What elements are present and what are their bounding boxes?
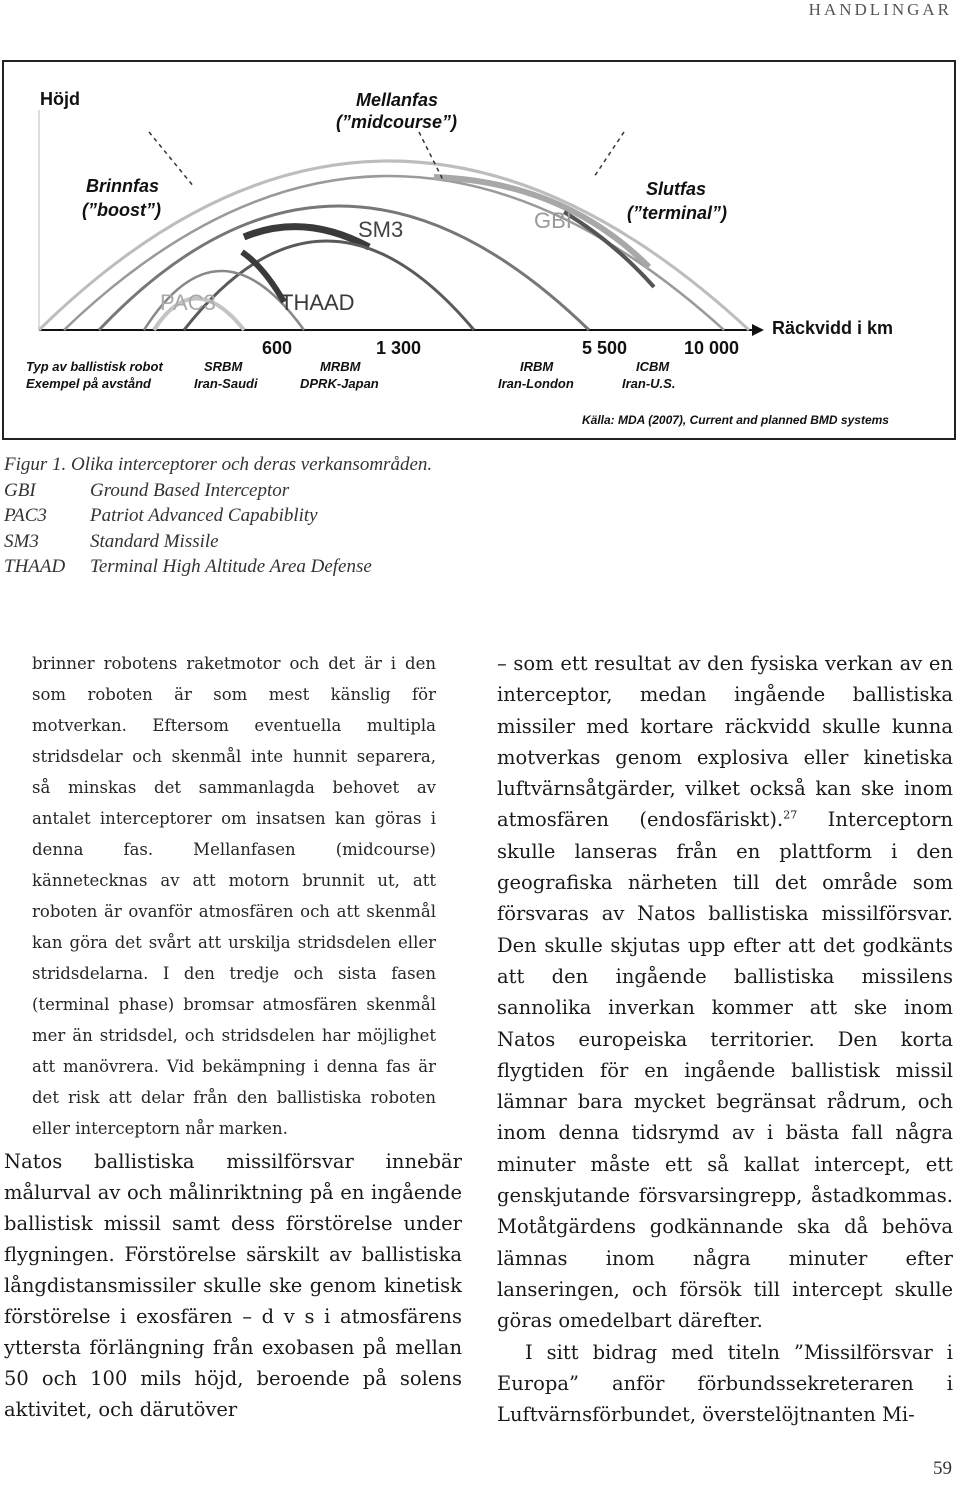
abbreviation-full: Ground Based Interceptor [90, 479, 290, 501]
body-paragraph-missilforsvar: I sitt bidrag med titeln ”Missilförsvar i Europa” anför förbundssekreteraren i Luftvärnsförbundet, överstelöjtnanten Mi- [497, 1340, 953, 1427]
missile-type-mrbm: MRBM [320, 359, 361, 374]
abbreviation-row [4, 554, 604, 580]
body-column-right [497, 648, 953, 1430]
sm3-label: SM3 [358, 217, 404, 242]
thaad-label: THAAD [280, 290, 355, 315]
abbreviation-row [4, 478, 604, 504]
paragraph-continuation: Interceptorn skulle lanseras från en plattform i den geografiska närheten till det område som försvaras av Natos ballistiska missilförsvar. Den skulle skjutas upp efter att det godkänts att den ingående ballistiska missilens sannolika inverkan kommer att ske inom Natos europeiska territorier. Den korta flygtiden för en ingående ballistisk missil lämnar bara mycket begränsat rådrum, och inom denna tidsrymd av i bästa fall några minuter måste ett så kallat intercept, ett genskjutande försvarsingrepp, åstadkommas. Motåtgärdens godkännande ska då behöva lämnas inom några minuter efter lanseringen, och försök till intercept skulle göras omedelbart därefter. [497, 808, 954, 1333]
figure-source: Källa: MDA (2007), Current and planned BMD systems [582, 413, 889, 427]
midcourse-label-1: Mellanfas [356, 90, 439, 110]
missile-example-irbm: Iran-London [498, 376, 574, 391]
abbreviation-full: Standard Missile [90, 530, 219, 552]
body-paragraph-interceptor [497, 648, 953, 1337]
footnote-marker: 27 [783, 808, 798, 822]
running-head: HANDLINGAR [808, 0, 952, 19]
body-paragraph-phases: brinner robotens raketmotor och det är i den som roboten är som mest känslig för motverkan. Eftersom eventuella multipla stridsdelar och skenmål inte hunnit separera, så minskas det sammanlagda behovet av antalet interceptorer om insatsen kan göras i denna fas. Mellanfasen (midcourse) kännetecknas av att motorn brunnit ut, att roboten är ovanför atmosfären och att skenmål kan göra det svårt att urskilja stridsdelen eller stridsdelarna. I den tredje och sista fasen (terminal phase) bromsar atmosfären skenmål mer än stridsdel, och stridsdelen har möjlighet att manövrera. Vid bekämpning i denna fas är det risk att delar från den ballistiska roboten eller interceptorn når marken. [32, 654, 436, 1138]
midcourse-label-2: (”midcourse”) [336, 112, 458, 132]
abbreviation-key: GBI [4, 479, 36, 501]
body-column-left-inset [32, 648, 436, 1144]
missile-example-icbm: Iran-U.S. [622, 376, 676, 391]
abbreviation-row [4, 503, 604, 529]
figure-interceptor-ranges [2, 60, 956, 440]
page-number: 59 [933, 1458, 952, 1479]
terminal-pointer [594, 132, 624, 177]
missile-type-icbm: ICBM [636, 359, 670, 374]
gbi-label: GBI [534, 208, 572, 233]
figure-caption [4, 452, 604, 580]
range-600: 600 [262, 338, 293, 358]
x-axis-arrow [752, 324, 764, 336]
missile-example-srbm: Iran-Saudi [194, 376, 258, 391]
range-1300: 1 300 [376, 338, 422, 358]
y-axis-label: Höjd [40, 89, 80, 109]
legend-type-label: Typ av ballistisk robot [26, 359, 163, 374]
body-column-left [4, 1146, 462, 1425]
trajectory-diagram [4, 62, 954, 438]
abbreviation-key: PAC3 [4, 505, 47, 526]
abbreviation-key: SM3 [4, 530, 39, 552]
abbreviation-full: Terminal High Altitude Area Defense [90, 556, 372, 577]
sm3-inner-arc [184, 241, 474, 330]
terminal-label-1: Slutfas [646, 179, 707, 199]
body-paragraph-nato-bmd: Natos ballistiska missilförsvar innebär målurval av och målinriktning på en ingående ballistisk missil samt dess förstörelse under flygningen. Förstörelse särskilt av ballistiska långdistansmissiler skulle ske genom kinetisk förstörelse i exosfären – d v s i atmosfärens yttersta förlängning från exobasen på mellan 50 och 100 mils höjd, beroende på solens aktivitet, och därutöver [4, 1150, 462, 1421]
legend-example-label: Exempel på avstånd [26, 376, 151, 391]
abbreviation-key: THAAD [4, 556, 66, 577]
abbreviation-full: Patriot Advanced Capabiblity [90, 505, 318, 526]
abbreviation-row [4, 529, 604, 555]
pac3-label: PAC3 [160, 290, 216, 315]
missile-type-irbm: IRBM [520, 359, 554, 374]
terminal-label-2: (”terminal”) [627, 203, 728, 223]
range-10000: 10 000 [684, 338, 740, 358]
range-5500: 5 500 [582, 338, 628, 358]
x-axis-label: Räckvidd i km [772, 318, 894, 338]
missile-type-srbm: SRBM [204, 359, 243, 374]
paragraph-text: – som ett resultat av den fysiska verkan av en interceptor, medan ingående ballistiska missiler med kortare räckvidd skulle kunna motverkas genom explosiva eller kinetiska luftvärnsåtgärder, vilket också kan ske inom atmosfären (endosfäriskt). [497, 652, 953, 832]
boost-label-2: (”boost”) [82, 200, 161, 220]
caption-title: Figur 1. Olika interceptorer och deras verkansområden. [4, 454, 433, 475]
missile-example-mrbm: DPRK-Japan [300, 376, 379, 391]
boost-label-1: Brinnfas [86, 176, 160, 196]
